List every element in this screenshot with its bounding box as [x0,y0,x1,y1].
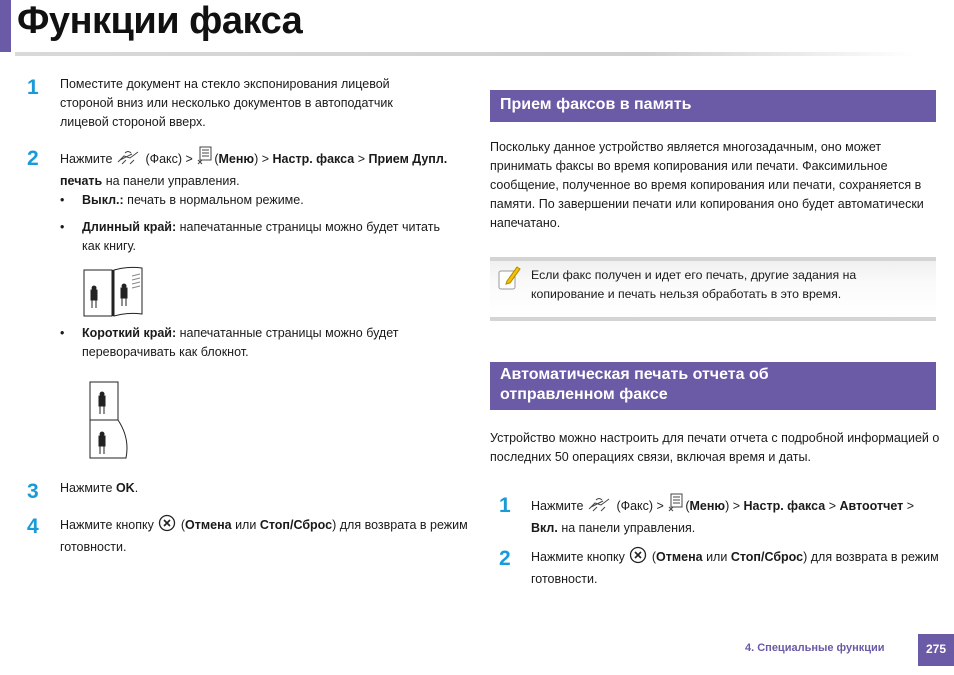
bullet-item [82,191,452,210]
menu-label: Меню [689,499,726,513]
step-text [531,546,941,589]
title-divider [15,52,915,56]
step-number: 1 [27,76,39,99]
bullet-text: печать в нормальном режиме. [127,193,304,207]
button-name: Стоп/Сброс [730,550,804,564]
button-name: Отмена [656,550,703,564]
page-number: 275 [918,634,954,666]
text-fragment: > [828,499,836,513]
bullet-dot: • [60,193,65,207]
text-fragment: ) > [254,152,270,166]
bullet-label: Короткий край: [82,326,177,340]
step-number: 3 [27,480,39,503]
menu-path: Настр. факса [743,499,826,513]
stop-icon [628,546,648,570]
section-body: Поскольку данное устройство является многозадачным, оно может принимать факсы во время копирования или печати. Факсимильное сообщение, полученное во время копирования или печати, сохраняется в памяти. По завершении печати или копирования оно будет автоматически напечатано. [490,140,924,230]
menu-icon [196,146,214,172]
text-fragment: . [134,481,139,495]
text-fragment: (Факс) > [616,499,664,513]
step-text [531,493,941,538]
menu-path: Настр. факса [272,152,355,166]
text-fragment: > [906,499,915,513]
menu-path: Автоотчет [839,499,904,513]
heading-line: Автоматическая печать отчета об [500,366,769,383]
bullet-label: Длинный край: [82,220,177,234]
bullet-dot: • [60,220,65,234]
text-fragment: ( [651,550,657,564]
text-fragment: Нажмите кнопку [60,518,154,532]
menu-path: Вкл. [531,521,558,535]
text-fragment: Нажмите [60,481,113,495]
text-fragment: ) для возврата в режим готовности. [60,518,468,554]
page-title: Функции факса [17,0,303,42]
fax-icon [587,497,613,519]
text-fragment: > [357,152,365,166]
bullet-dot: • [60,326,65,340]
title-accent-bar [0,0,11,52]
bullet-text: напечатанные страницы можно будет читать как книгу. [82,220,440,253]
menu-path: Прием Дупл. печать [60,152,448,188]
text-fragment: Нажмите [531,499,584,513]
bullet-item [82,324,452,362]
menu-icon [667,493,685,519]
note-pencil-icon [497,265,521,296]
step-text: Поместите документ на стекло экспонирования лицевой стороной вниз или несколько документов в автоподатчик лицевой стороной вверх. [60,77,393,129]
text-fragment: (Факс) > [145,152,193,166]
step-number: 2 [499,547,511,570]
bullet-text: напечатанные страницы можно будет переворачивать как блокнот. [82,326,399,359]
stop-icon [157,514,177,538]
text-fragment: ) > [725,499,741,513]
text-fragment: на панели управления. [105,174,240,188]
step-text [60,146,460,191]
text-fragment: на панели управления. [561,521,696,535]
bullet-item [82,218,452,256]
text-fragment: ( [685,499,690,513]
bullet-label: Выкл.: [82,193,124,207]
section-body: Устройство можно настроить для печати отчета с подробной информацией о последних 50 операциях связи, включая время и даты. [490,431,940,464]
short-edge-duplex-illustration [86,380,132,467]
text-fragment: или [706,550,728,564]
long-edge-duplex-illustration [82,266,146,325]
step-text [60,514,470,557]
note-text: Если факс получен и идет его печать, другие задания на копирование и печать нельзя обработать в это время. [531,268,857,301]
section-heading [490,362,936,410]
step-number: 2 [27,147,39,170]
text-fragment: ( [180,518,186,532]
text-fragment: или [235,518,257,532]
menu-label: Меню [218,152,255,166]
step-text [60,479,138,498]
key-label: OK [115,481,135,495]
text-fragment: Нажмите кнопку [531,550,625,564]
fax-icon [116,150,142,172]
step-number: 4 [27,515,39,538]
footer-section-link[interactable]: 4. Специальные функции [745,642,885,654]
text-fragment: Нажмите [60,152,113,166]
text-fragment: ( [214,152,219,166]
step-number: 1 [499,494,511,517]
heading-line: отправленном факсе [500,386,668,403]
button-name: Отмена [185,518,232,532]
section-heading: Прием факсов в память [490,90,936,122]
text-fragment: ) для возврата в режим готовности. [531,550,939,586]
button-name: Стоп/Сброс [259,518,333,532]
